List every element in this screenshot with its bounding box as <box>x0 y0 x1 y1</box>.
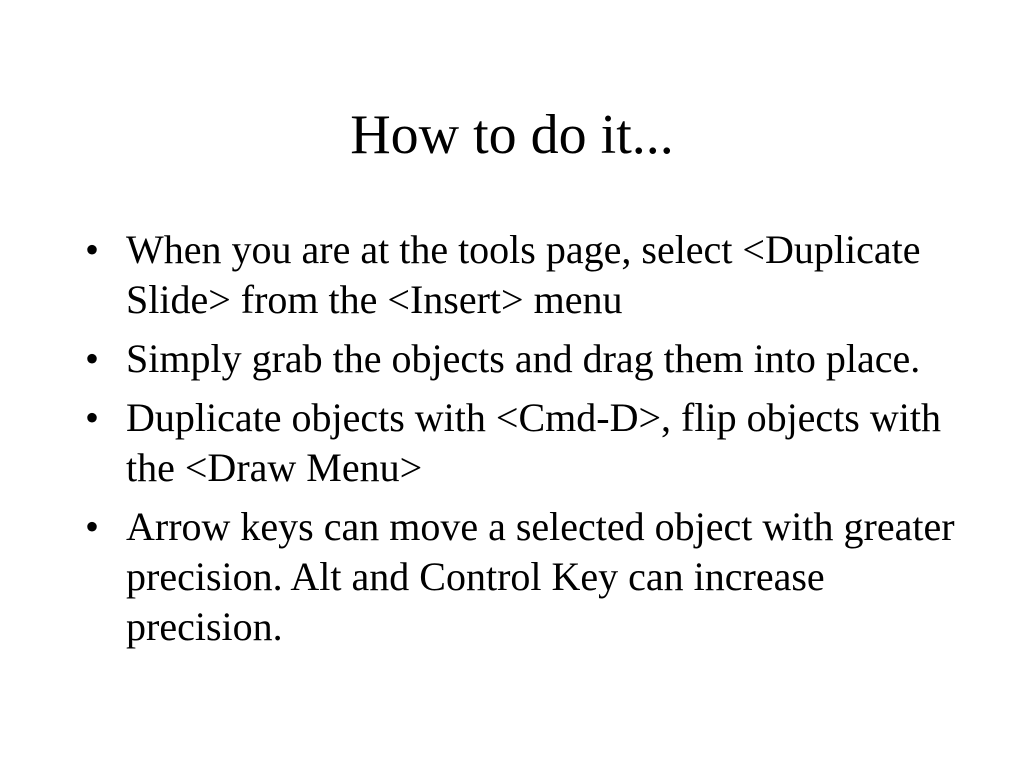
bullet-marker: • <box>85 395 100 440</box>
bullet-text: Arrow keys can move a selected object with greater precision. Alt and Control Key can increase precision. <box>126 504 955 649</box>
bullet-item-4 <box>85 502 965 652</box>
bullet-item-1 <box>85 225 965 325</box>
bullet-text: Duplicate objects with <Cmd-D>, flip objects with the <Draw Menu> <box>126 395 941 490</box>
bullet-text: When you are at the tools page, select <Duplicate Slide> from the <Insert> menu <box>126 227 921 322</box>
bullet-marker: • <box>85 227 100 272</box>
bullet-item-2 <box>85 334 965 384</box>
bullet-text: Simply grab the objects and drag them into place. <box>126 336 921 381</box>
slide-title: How to do it... <box>350 104 674 166</box>
bullet-list <box>85 225 965 652</box>
bullet-item-3 <box>85 393 965 493</box>
bullet-marker: • <box>85 336 100 381</box>
bullet-marker: • <box>85 504 100 549</box>
